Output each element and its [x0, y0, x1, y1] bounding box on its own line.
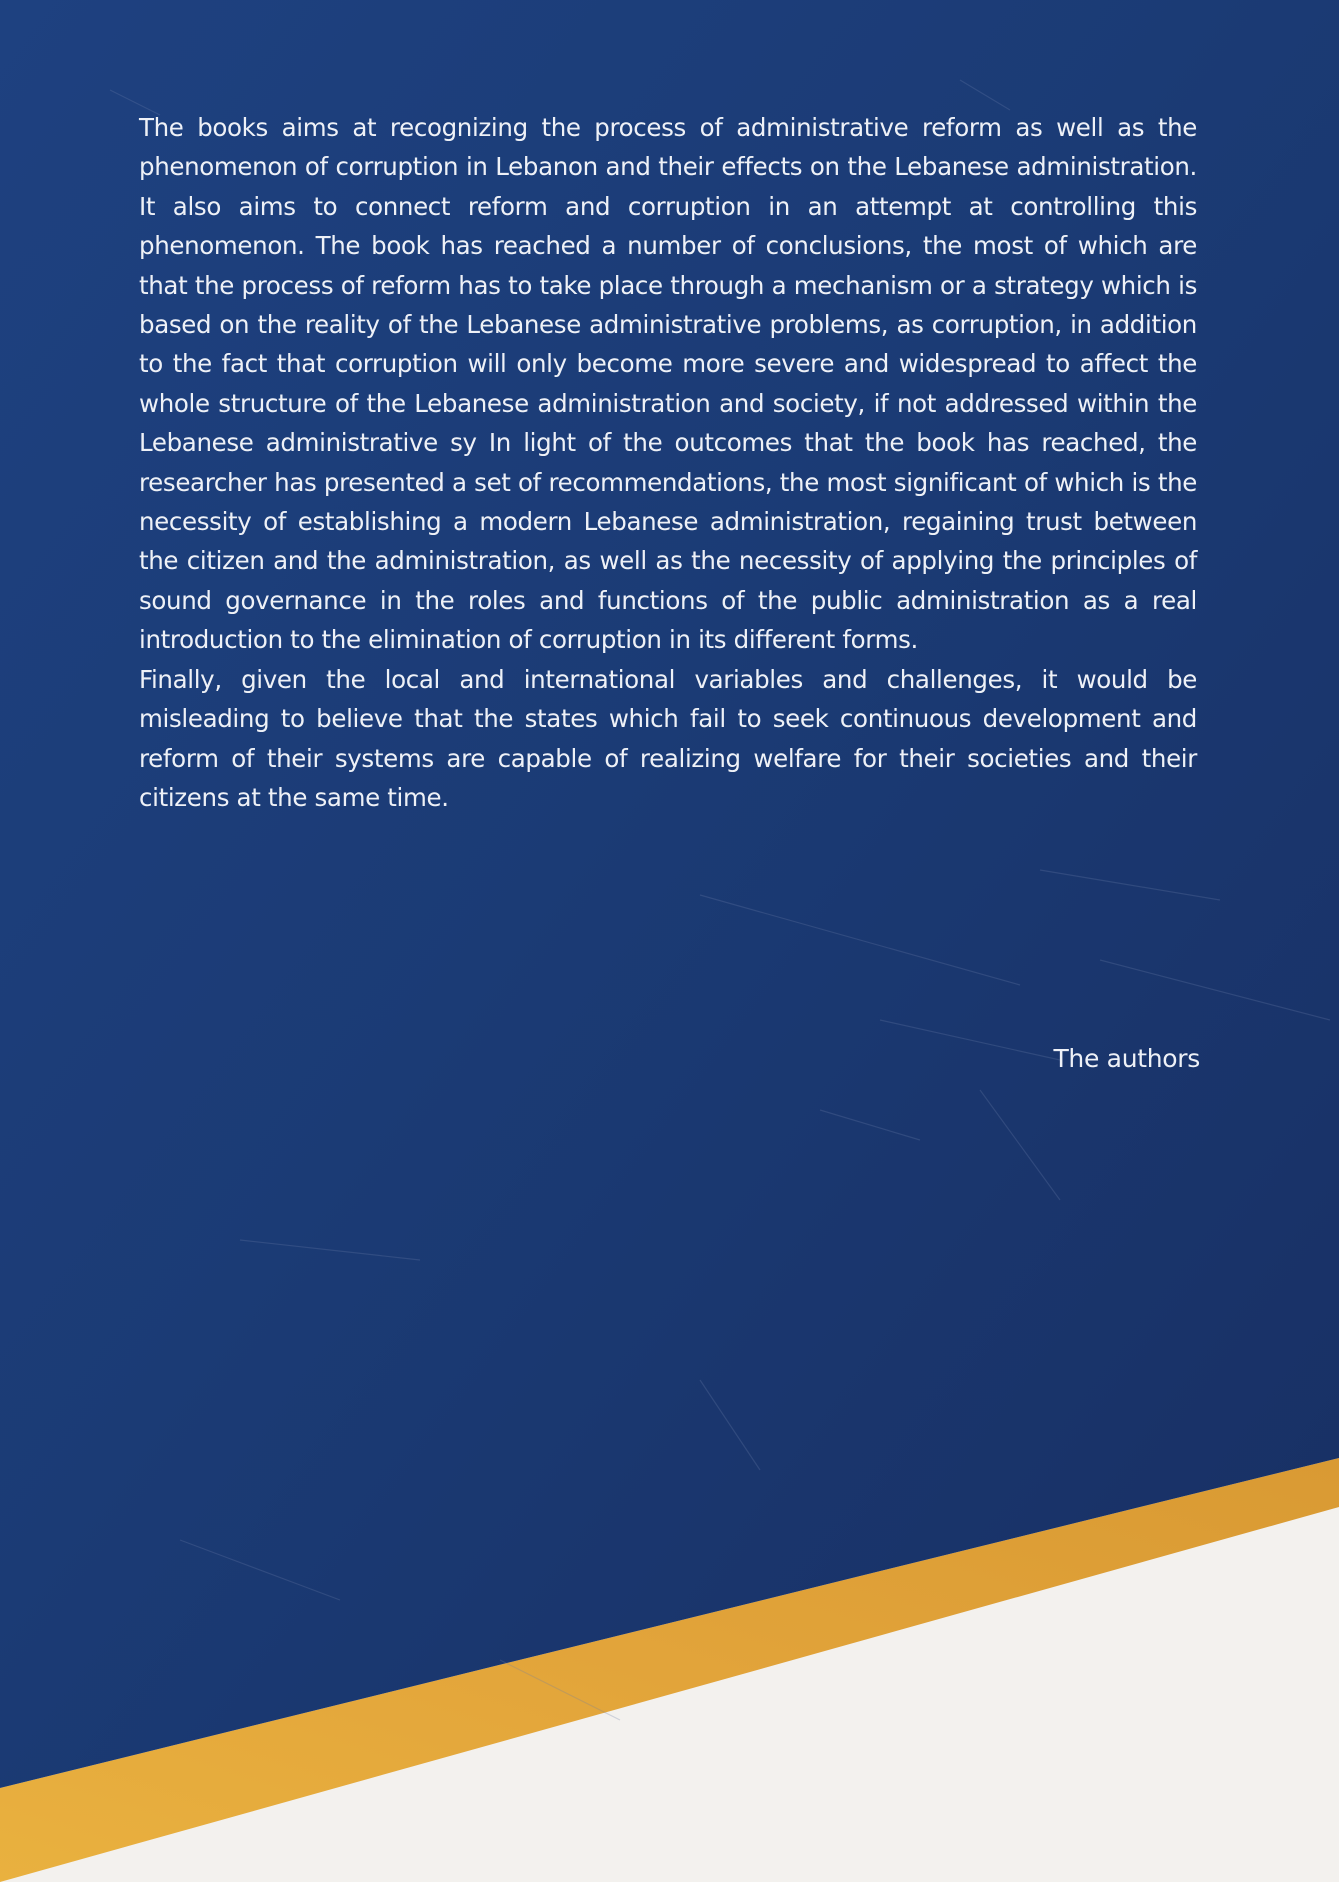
- authors-signature: The authors: [1053, 1044, 1200, 1073]
- blurb-paragraph-2: Finally, given the local and international variables and challenges, it would be misleading to believe that the states which fail to seek continuous development and reform of their systems are capable of realizing welfare for their societies and their citizens at the same time.: [139, 664, 1197, 812]
- cover-blurb: [139, 108, 1197, 817]
- blurb-paragraph-1: The books aims at recognizing the process of administrative reform as well as the phenomenon of corruption in Lebanon and their effects on the Lebanese administration. It also aims to connect reform and corruption in an attempt at controlling this phenomenon. The book has reached a number of conclusions, the most of which are that the process of reform has to take place through a mechanism or a strategy which is based on the reality of the Lebanese administrative problems, as corruption, in addition to the fact that corruption will only become more severe and widespread to affect the whole structure of the Lebanese administration and society, if not addressed within the Lebanese administrative sy In light of the outcomes that the book has reached, the researcher has presented a set of recommendations, the most significant of which is the necessity of establishing a modern Lebanese administration, regaining trust between the citizen and the administration, as well as the necessity of applying the principles of sound governance in the roles and functions of the public administration as a real introduction to the elimination of corruption in its different forms.: [139, 113, 1197, 655]
